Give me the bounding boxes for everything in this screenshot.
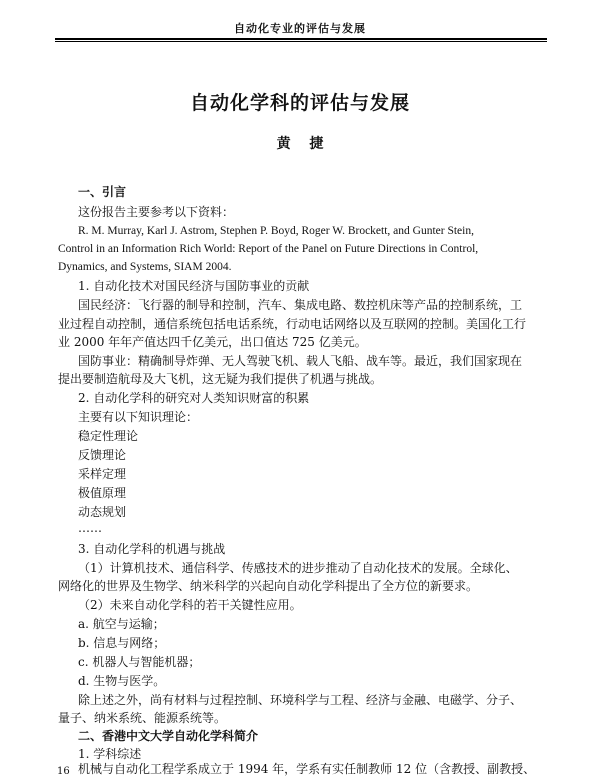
section-heading-intro: 一、引言 xyxy=(78,185,127,199)
paragraph-line: 量子、纳米系统、能源系统等。 xyxy=(58,711,227,725)
header-rule-thin xyxy=(55,41,547,42)
subsection-heading: 1. 学科综述 xyxy=(78,747,142,761)
reference-line: Dynamics, and Systems, SIAM 2004. xyxy=(58,261,232,273)
subsection-heading: 3. 自动化学科的机遇与挑战 xyxy=(78,542,226,556)
application-item: d. 生物与医学。 xyxy=(78,674,166,688)
theory-item: 稳定性理论 xyxy=(78,429,139,443)
reference-line: R. M. Murray, Karl J. Astrom, Stephen P. Boyd, Roger W. Brockett, and Gunter Stein, xyxy=(78,225,474,237)
theory-item: 采样定理 xyxy=(78,467,127,481)
application-item: a. 航空与运输； xyxy=(78,617,165,631)
application-item: b. 信息与网络； xyxy=(78,636,166,650)
subsection-heading: 1. 自动化技术对国民经济与国防事业的贡献 xyxy=(78,279,310,293)
theory-item: 动态规划 xyxy=(78,505,127,519)
page-number: 16 xyxy=(57,766,70,777)
application-item: c. 机器人与智能机器； xyxy=(78,655,201,669)
theory-item: 反馈理论 xyxy=(78,448,127,462)
theory-item: 极值原理 xyxy=(78,486,127,500)
author-name: 黄 捷 xyxy=(276,136,324,152)
theory-ellipsis: …… xyxy=(78,521,102,535)
paragraph-line: 机械与自动化工程学系成立于 1994 年，学系有实任制教师 12 位（含教授、副教授、 xyxy=(78,762,536,776)
paragraph-line: 除上述之外，尚有材料与过程控制、环境科学与工程、经济与金融、电磁学、分子、 xyxy=(78,693,523,707)
subsection-heading: 2. 自动化学科的研究对人类知识财富的积累 xyxy=(78,391,310,405)
running-header: 自动化专业的评估与发展 xyxy=(234,22,366,35)
header-rule xyxy=(55,38,547,40)
paragraph-line: （2）未来自动化学科的若干关键性应用。 xyxy=(78,598,302,612)
paragraph-line: 网络化的世界及生物学、纳米科学的兴起向自动化学科提出了全方位的新要求。 xyxy=(58,579,479,593)
reference-line: Control in an Information Rich World: Report of the Panel on Future Directions in Control, xyxy=(58,243,479,255)
paragraph-line: 业 2000 年年产值达四千亿美元，出口值达 725 亿美元。 xyxy=(58,335,367,349)
paragraph-line: 提出要制造航母及大飞机，这无疑为我们提供了机遇与挑战。 xyxy=(58,372,383,386)
article-title: 自动化学科的评估与发展 xyxy=(189,92,410,114)
intro-sentence: 这份报告主要参考以下资料： xyxy=(78,205,235,219)
paragraph-line: （1）计算机技术、通信科学、传感技术的进步推动了自动化技术的发展。全球化、 xyxy=(78,561,518,575)
list-intro: 主要有以下知识理论： xyxy=(78,410,199,424)
section-heading-cuhk: 二、香港中文大学自动化学科简介 xyxy=(78,729,259,743)
paragraph-line: 国民经济：飞行器的制导和控制，汽车、集成电路、数控机床等产品的控制系统，工 xyxy=(78,298,523,312)
paragraph-line: 国防事业：精确制导炸弹、无人驾驶飞机、载人飞船、战车等。最近，我们国家现在 xyxy=(78,354,523,368)
paragraph-line: 业过程自动控制，通信系统包括电话系统，行动电话网络以及互联网的控制。美国化工行 xyxy=(58,317,527,331)
